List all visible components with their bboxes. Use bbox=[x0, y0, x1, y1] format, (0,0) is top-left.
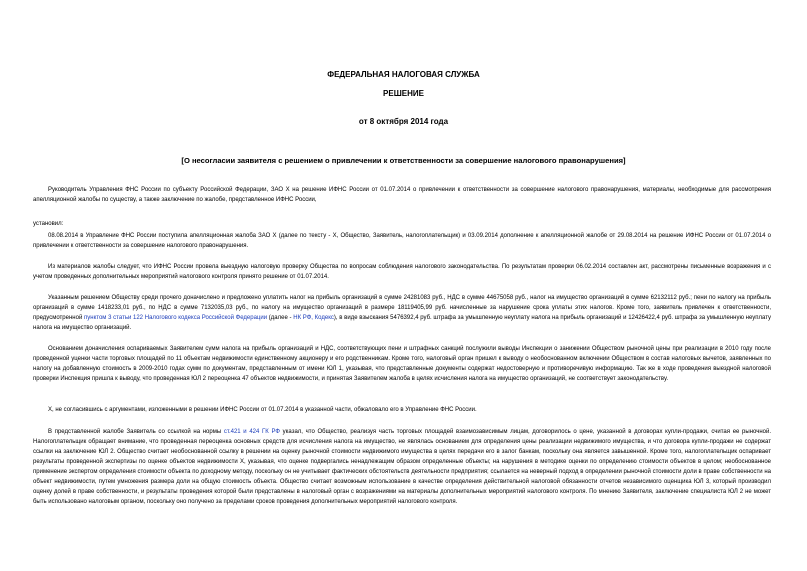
paragraph-complaint-received: 08.08.2014 в Управление ФНС России поступила апелляционная жалоба ЗАО X (далее по тексту - X, Общество, Заявитель, налогоплательщик) и 03.09.2014 дополнение к апелляционной жалобе от 29.08.2014 на решение ИФНС России от 01.07.2014 о привлечении к ответственности за совершение налогового правонарушения. bbox=[33, 233, 771, 249]
law-link-civil-code[interactable]: ст.421 и 424 ГК РФ bbox=[223, 429, 280, 435]
paragraph-argument-text-2: указал, что Общество, реализуя часть торговых площадей взаимозависимым лицам, договорилось о цене, указанной в договорах купли-продажи, считая ее рыночной. Налогоплательщик обращает внимание, что проведенная переоценка основных средств для исчисления налога на имущество, не являлась основанием для определения цены реализации недвижимого имущества, и что договора купли-продажи не содержат ссылки на заключение ЮЛ 2. Общество считает необоснованной ссылку в решении на оценку рыночной стоимости недвижимого имущества в целях передачи его в залог банкам, поскольку она является завышенной. Кроме того, налогоплательщик оспаривает результаты проведенной экспертизы по оценке объектов недвижимости X, указывая, что оценке подвергались ненадлежащим образом определенные объекты; на нарушения в методике оценки по определению стоимости объектов в целом; необоснованное применение экспертом определения стоимости объекта по доходному методу, поскольку он не учитывает фактических обстоятельств деятельности предприятия; ссылается на неверный подход в определении рыночной стоимости доли в праве собственности на объект недвижимости, путем умножения размера доли на общую стоимость объекта. Общество считает возможным использование в качестве определения действительной налоговой обязанности отчетов независимого оценщика ЮЛ 3, который производил оценку долей в праве собственности, и результаты проведения которой были представлены в налоговый орган с возражениями на материалы дополнительных мероприятий налогового контроля. По мнению Заявителя, заключение специалиста ЮЛ 2 не может быть использовано налоговым органом, поскольку оно получено за пределами сроков проведения дополнительных мероприятий налогового контроля. bbox=[33, 429, 772, 505]
paragraph-argument bbox=[33, 427, 771, 507]
paragraph-intro: Руководитель Управления ФНС России по субъекту Российской Федерации, ЗАО X на решение ИФНС России от 01.07.2014 о привлечении к ответственности за совершение налогового правонарушения, материалы, необходимые для рассмотрения апелляционной жалобы по существу, а также заключение по жалобе, представленное ИФНС России, bbox=[33, 187, 771, 203]
paragraph-established: установил: bbox=[33, 221, 64, 227]
paragraph-argument-text-1: В представленной жалобе Заявитель со ссылкой на нормы bbox=[48, 429, 224, 435]
paragraph-decision-text-2: (далее - bbox=[267, 315, 294, 321]
paragraph-decision bbox=[33, 293, 771, 333]
document-subject: [О несогласии заявителя с решением о привлечении к ответственности за совершение налогового правонарушения] bbox=[181, 156, 626, 165]
law-link-tax-code-art122[interactable]: пунктом 3 статьи 122 Налогового кодекса Российской Федерации bbox=[84, 315, 268, 321]
paragraph-decision-text-1: Указанным решением Обществу среди прочего доначислено и предложено уплатить налог на прибыль организаций в сумме 24281083 руб., НДС в сумме 44675058 руб., налог на имущество организаций в сумме 62132112 руб.; пени по налогу на прибыль организаций в сумме 1418233,01 руб., по НДС в сумме 7132035,03 руб., по налогу на имущество организаций в размере 18119405,99 руб. начисленные за нарушение срока уплаты этих налогов. Кроме того, заявитель привлечен к ответственности, предусмотренной bbox=[33, 295, 771, 321]
header-agency: ФЕДЕРАЛЬНАЯ НАЛОГОВАЯ СЛУЖБА bbox=[327, 70, 480, 79]
law-link-tax-code[interactable]: НК РФ, Кодекс bbox=[293, 315, 334, 321]
paragraph-decision-text-3: ), в виде взыскания 5476392,4 руб. штрафа за умышленную неуплату налога на прибыль организаций и 12426422,4 руб. штрафа за умышленную неуплату налога на имущество организаций. bbox=[33, 315, 772, 331]
document-type: РЕШЕНИЕ bbox=[383, 89, 424, 98]
paragraph-audit: Из материалов жалобы следует, что ИФНС России провела выездную налоговую проверку Общества по вопросам соблюдения налогового законодательства. По результатам проверки 06.02.2014 составлен акт, рассмотрены письменные возражения и с учетом проведенных дополнительных мероприятий налогового контроля принято решение от 01.07.2014. bbox=[33, 264, 771, 280]
paragraph-appeal: X, не согласившись с аргументами, изложенными в решении ИФНС России от 01.07.2014 в указанной части, обжаловало его в Управление ФНС России. bbox=[48, 407, 477, 413]
document-date: от 8 октября 2014 года bbox=[358, 117, 449, 126]
paragraph-grounds: Основанием доначисления оспариваемых Заявителем сумм налога на прибыль организаций и НДС, соответствующих пени и штрафных санкций послужили выводы Инспекции о занижении Обществом рыночной цены при реализации в 2010 году после проведенной уценки части торговых площадей по 11 объектам недвижимости единственному акционеру и его родственникам. Кроме того, налоговый орган пришел к выводу о необоснованном включении Обществом в состав налоговых вычетов, заявленных по налогу на добавленную стоимость в 2009-2010 годах сумм по документам, представленным от имени ЮЛ 1, указывая, что представленные документы содержат недостоверную и противоречивую информацию. Так же в ходе проведения выездной налоговой проверки Инспекция пришла к выводу, что проведенная ЮЛ 2 переоценка 47 объектов недвижимости, и принятая Заявителем жалоба в целях исчисления налога на имущество организаций, не соответствует законодательству. bbox=[33, 346, 771, 382]
